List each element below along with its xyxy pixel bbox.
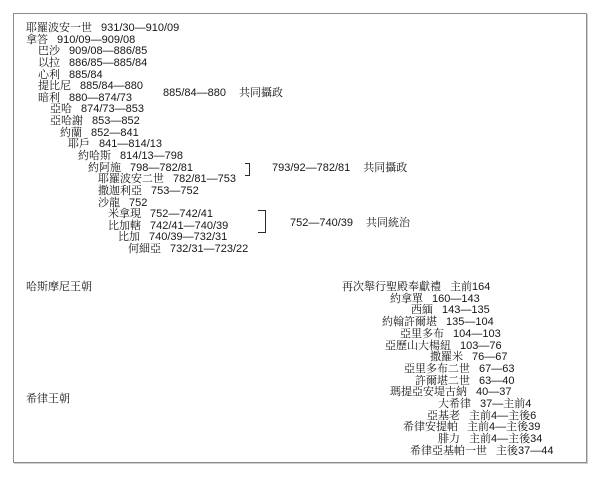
king-name: 約阿施 <box>88 162 121 174</box>
king-row <box>50 115 140 127</box>
king-dates: 752—742/41 <box>150 208 213 220</box>
ruler-dates: 63—40 <box>479 375 515 387</box>
ruler-name: 約拿單 <box>390 293 423 305</box>
coregency-dates: 752—740/39 <box>290 217 353 229</box>
coregency-note <box>272 162 407 174</box>
king-row <box>68 138 162 150</box>
king-name: 米拿現 <box>108 208 141 220</box>
king-row <box>38 45 147 57</box>
ruler-row <box>400 328 501 340</box>
ruler-name: 亞基老 <box>427 410 460 422</box>
king-name: 耶羅波安一世 <box>26 22 92 34</box>
king-row <box>38 80 143 92</box>
ruler-name: 亞里多布二世 <box>404 363 470 375</box>
ruler-name: 許爾堪二世 <box>415 375 470 387</box>
king-name: 約蘭 <box>60 127 82 139</box>
king-row <box>98 185 199 197</box>
ruler-dates: 37—主前4 <box>480 398 532 410</box>
ruler-dates: 主後37—44 <box>496 445 554 457</box>
king-dates: 880—874/73 <box>69 92 132 104</box>
ruler-row <box>438 398 531 410</box>
king-dates: 753—752 <box>151 185 199 197</box>
king-name: 亞哈 <box>50 103 72 115</box>
ruler-name: 瑪提亞安堤古納 <box>390 386 467 398</box>
coregency-note <box>163 87 283 99</box>
king-name: 拿答 <box>26 34 48 46</box>
king-name: 耶戶 <box>68 138 90 150</box>
king-name: 比加 <box>118 231 140 243</box>
dynasty-label: 希律王朝 <box>26 393 70 405</box>
ruler-row <box>390 386 511 398</box>
ruler-row <box>404 363 514 375</box>
ruler-row <box>438 433 542 445</box>
ruler-dates: 103—76 <box>460 340 502 352</box>
king-row <box>118 231 227 243</box>
ruler-name: 腓力 <box>438 433 460 445</box>
ruler-dates: 40—37 <box>476 386 512 398</box>
king-dates: 752 <box>129 197 148 209</box>
ruler-dates: 160—143 <box>432 293 480 305</box>
coregency-label: 共同攝政 <box>363 162 408 174</box>
king-dates: 852—841 <box>91 127 139 139</box>
ruler-dates: 主前4—主後6 <box>469 410 537 422</box>
ruler-row <box>411 304 490 316</box>
ruler-name: 希律亞基帕一世 <box>410 445 487 457</box>
king-dates: 740/39—732/31 <box>149 231 228 243</box>
king-dates: 909/08—886/85 <box>69 45 148 57</box>
king-name: 心利 <box>38 69 60 81</box>
coregency-label: 共同攝政 <box>239 87 283 99</box>
ruler-dates: 主前4—主後39 <box>467 421 541 433</box>
ruler-dates: 76—67 <box>472 351 508 363</box>
king-name: 沙龍 <box>98 197 120 209</box>
ruler-name: 亞里多布 <box>400 328 444 340</box>
king-name: 巴沙 <box>38 45 60 57</box>
coregency-dates: 885/84—880 <box>163 87 226 99</box>
king-name: 撒迦利亞 <box>98 185 142 197</box>
king-row <box>128 243 248 255</box>
king-dates: 798—782/81 <box>130 162 193 174</box>
king-row <box>38 57 147 69</box>
coregency-note <box>290 217 410 229</box>
king-dates: 732/31—723/22 <box>170 243 249 255</box>
king-dates: 874/73—853 <box>81 103 144 115</box>
king-name: 提比尼 <box>38 80 71 92</box>
king-dates: 931/30—910/09 <box>101 22 180 34</box>
king-name: 以拉 <box>38 57 60 69</box>
king-dates: 742/41—740/39 <box>150 220 229 232</box>
king-row <box>108 208 213 220</box>
ruler-dates: 104—103 <box>453 328 501 340</box>
ruler-name: 大希律 <box>438 398 471 410</box>
ruler-name: 西緬 <box>411 304 433 316</box>
king-dates: 841—814/13 <box>99 138 162 150</box>
ruler-row <box>342 281 490 293</box>
king-name: 比加轄 <box>108 220 141 232</box>
king-dates: 782/81—753 <box>173 173 236 185</box>
ruler-row <box>410 445 553 457</box>
ruler-dates: 135—104 <box>446 316 494 328</box>
king-row <box>26 22 179 34</box>
king-name: 何細亞 <box>128 243 161 255</box>
ruler-dates: 143—135 <box>442 304 490 316</box>
ruler-name: 約翰許爾堪 <box>382 316 437 328</box>
ruler-row <box>382 316 494 328</box>
king-dates: 853—852 <box>92 115 140 127</box>
coregency-dates: 793/92—782/81 <box>272 162 351 174</box>
ruler-dates: 67—63 <box>479 363 515 375</box>
king-dates: 886/85—885/84 <box>69 57 148 69</box>
group-bracket <box>245 163 250 176</box>
ruler-name: 撒羅米 <box>430 351 463 363</box>
ruler-name: 再次舉行聖殿奉獻禮 <box>342 281 441 293</box>
ruler-dates: 主前4—主後34 <box>469 433 543 445</box>
ruler-row <box>430 351 507 363</box>
king-name: 亞哈謝 <box>50 115 83 127</box>
coregency-label: 共同統治 <box>366 217 410 229</box>
king-row <box>78 150 183 162</box>
king-dates: 885/84—880 <box>80 80 143 92</box>
king-dates: 814/13—798 <box>120 150 183 162</box>
group-bracket <box>258 210 266 233</box>
king-dates: 885/84 <box>69 69 103 81</box>
dynasty-label: 哈斯摩尼王朝 <box>26 281 92 293</box>
king-dates: 910/09—909/08 <box>57 34 136 46</box>
ruler-name: 希律安提帕 <box>403 421 458 433</box>
king-name: 約哈斯 <box>78 150 111 162</box>
king-name: 暗利 <box>38 92 60 104</box>
ruler-name: 亞歷山大楊紐 <box>385 340 451 352</box>
king-row <box>50 103 144 115</box>
ruler-row <box>403 421 540 433</box>
ruler-dates: 主前164 <box>450 281 491 293</box>
king-name: 耶羅波安二世 <box>98 173 164 185</box>
king-row <box>98 173 236 185</box>
